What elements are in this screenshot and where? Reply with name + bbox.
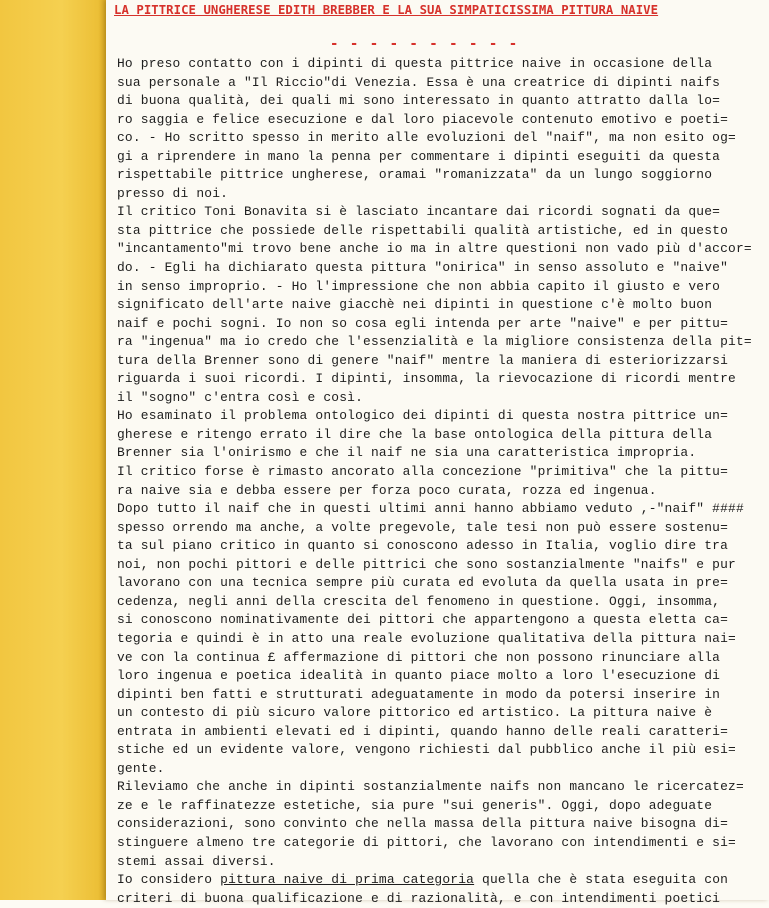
text-line: un contesto di più sicuro valore pittorico ed artistico. La pittura naive è [117,705,713,721]
text-line: rispettabile pittrice ungherese, oramai "romanizzata" da un lungo soggiorno [117,167,713,183]
text-line: riguarda i suoi ricordi. I dipinti, insomma, la rievocazione di ricordi mentre [117,371,736,387]
text-line: noi, non pochi pittori e delle pittrici che sono sostanzialmente "naifs" e pur [117,556,736,572]
text-line: Ho preso contatto con i dipinti di questa pittrice naive in occasione della [117,56,713,71]
underlined-category-phrase: pittura naive di prima categoria [220,872,475,888]
text-line: Rileviamo che anche in dipinti sostanzialmente naifs non mancano le ricercatez= [117,779,744,795]
title-dash-rule: - - - - - - - - - - [330,36,519,52]
text-line: si conoscono nominativamente dei pittori che appartengono a questa eletta ca= [117,612,729,628]
text-line: naif e pochi sogni. Io non so cosa egli intenda per arte "naive" e per pittu= [117,315,729,331]
text-line: ra naive sia e debba essere per forza poco curata, rozza ed ingenua. [117,482,657,498]
text-line: tura della Brenner sono di genere "naif" mentre la maniera di esteriorizzarsi [117,352,729,368]
document-title: LA PITTRICE UNGHERESE EDITH BREBBER E LA SUA SIMPATICISSIMA PITTURA NAIVE [114,3,659,17]
text-line: sta pittrice che possiede delle rispettabili qualità artistiche, ed in questo [117,222,729,238]
text-line: ta sul piano critico in quanto si conoscono adesso in Italia, voglio dire tra [117,538,729,554]
text-line: tegoria e quindi è in atto una reale evoluzione qualitativa della pittura nai= [117,630,736,646]
text-line: Ho esaminato il problema ontologico dei dipinti di questa nostra pittrice un= [117,408,729,424]
text-line-with-underline [117,871,767,890]
text-line: Il critico forse è rimasto ancorato alla concezione "primitiva" che la pittu= [117,464,729,480]
text-line: presso di noi. [117,185,229,201]
text-line: Brenner sia l'onirismo e che il naif ne sia una caratteristica impropria. [117,445,697,461]
text-line: stiche ed un evidente valore, vengono richiesti dal pubblico anche il più esi= [117,742,736,758]
text-line: co. - Ho scritto spesso in merito alle evoluzioni del "naif", ma non esito og= [117,130,736,146]
text-line: sua personale a "Il Riccio"di Venezia. Essa è una creatrice di dipinti naifs [117,74,721,90]
line-prefix: Io considero [117,872,221,888]
text-line: Dopo tutto il naif che in questi ultimi anni hanno abbiamo veduto ,-"naif" #### [117,501,744,517]
text-line: ra "ingenua" ma io credo che l'essenzialità e la migliore consistenza della pit= [117,334,752,350]
text-line: stemi assai diversi. [117,853,276,869]
text-line: spesso orrendo ma anche, a volte pregevole, tale tesi non può essere sostenu= [117,519,729,535]
text-line: entrata in ambienti elevati ed i dipinti, quando hanno delle reali caratteri= [117,723,729,739]
text-line: dipinti ben fatti e strutturati adeguatamente in modo da potersi inserire in [117,686,721,702]
text-line: il "sogno" c'entra così e così. [117,389,364,405]
text-line: ve con la continua £ affermazione di pittori che non possono rinunciare alla [117,649,721,665]
text-line: di buona qualità, dei quali mi sono interessato in quanto attratto dalla lo= [117,93,721,109]
text-line: do. - Egli ha dichiarato questa pittura "onirica" in senso assoluto e "naive" [117,260,729,276]
text-line: loro ingenua e poetica idealità in quanto piace molto a loro l'esecuzione di [117,668,721,684]
text-line: "incantamento"mi trovo bene anche io ma in altre questioni non vado più d'accor= [117,241,752,257]
text-line: Il critico Toni Bonavita si è lasciato incantare dai ricordi sognati da que= [117,204,721,220]
text-line: in senso improprio. - Ho l'impressione che non abbia capito il giusto e vero [117,278,721,294]
text-line: criteri di buona qualificazione e di razionalità, e con intendimenti poetici [117,890,721,906]
yellow-backing-sheet [0,0,112,900]
text-line: lavorano con una tecnica sempre più curata ed evoluta da quella usata in pre= [117,575,729,591]
text-line: stinguere almeno tre categorie di pittori, che lavorano con intendimenti e si= [117,834,736,850]
text-line: gherese e ritengo errato il dire che la base ontologica della pittura della [117,426,713,442]
text-line: gente. [117,760,165,776]
text-line: significato dell'arte naive giacchè nei dipinti in questione c'è molto buon [117,297,713,313]
text-line: ro saggia e felice esecuzione e dal loro piacevole contenuto emotivo e poeti= [117,111,729,127]
text-line: ze e le raffinatezze estetiche, sia pure "sui generis". Oggi, dopo adeguate [117,797,713,813]
text-line: considerazioni, sono convinto che nella massa della pittura naive bisogna di= [117,816,729,832]
document-body [117,55,767,908]
text-line: gi a riprendere in mano la penna per commentare i dipinti eseguiti da questa [117,148,721,164]
line-suffix: quella che è stata eseguita con [474,872,729,888]
text-line: cedenza, negli anni della crescita del fenomeno in questione. Oggi, insomma, [117,593,721,609]
